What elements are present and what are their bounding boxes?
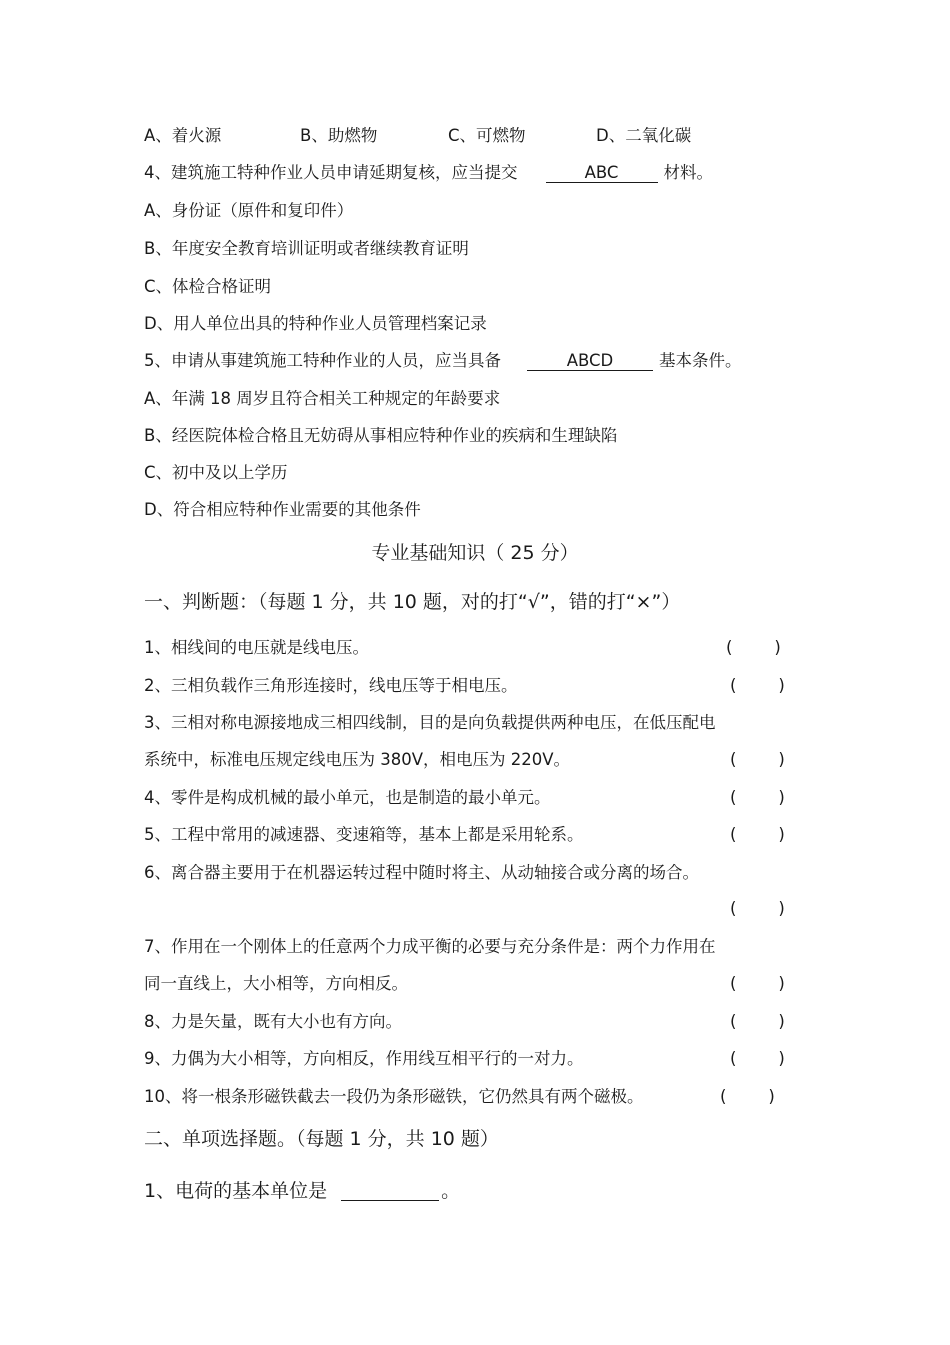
judgment-item-2: 2、三相负载作三角形连接时，线电压等于相电压。 (144, 676, 518, 695)
question-5-suffix: 基本条件。 (659, 351, 742, 370)
question-4-option-a: A、身份证（原件和复印件） (144, 201, 354, 220)
q3-option-d: D、二氧化碳 (596, 126, 692, 145)
judgment-item-4: 4、零件是构成机械的最小单元，也是制造的最小单元。 (144, 788, 551, 807)
judgment-8-answer-paren: ( ) (730, 1012, 785, 1031)
judgment-item-7: 7、作用在一个刚体上的任意两个力成平衡的必要与充分条件是：两个力作用在 (144, 937, 716, 956)
judgment-3-answer-paren: ( ) (730, 750, 785, 769)
judgment-item-9: 9、力偶为大小相等，方向相反，作用线互相平行的一对力。 (144, 1049, 584, 1068)
judgment-item-3-cont: 系统中，标准电压规定线电压为 380V，相电压为 220V。 (144, 750, 571, 769)
judgment-7-answer-paren: ( ) (730, 974, 785, 993)
question-4-option-c: C、体检合格证明 (144, 277, 272, 296)
judgment-10-answer-paren: ( ) (720, 1087, 775, 1106)
choice-question-1-text: 1、电荷的基本单位是 (144, 1180, 328, 1202)
q3-option-c: C、可燃物 (448, 126, 526, 145)
question-4 (144, 162, 713, 184)
q3-option-b: B、助燃物 (300, 126, 378, 145)
judgment-item-10: 10、将一根条形磁铁截去一段仍为条形磁铁，它仍然具有两个磁极。 (144, 1087, 644, 1106)
judgment-6-answer-paren: ( ) (730, 899, 785, 918)
question-5-answer-blank: ABCD (527, 352, 653, 371)
question-4-suffix: 材料。 (663, 163, 713, 182)
question-5-option-a: A、年满 18 周岁且符合相关工种规定的年龄要求 (144, 389, 501, 408)
part-1-heading: 一、判断题：（每题 1 分，共 10 题，对的打“√”，错的打“×”） (144, 591, 681, 613)
question-4-answer-blank: ABC (546, 164, 658, 183)
part-2-heading: 二、单项选择题。（每题 1 分，共 10 题） (144, 1128, 499, 1150)
judgment-2-answer-paren: ( ) (730, 676, 785, 695)
question-5-option-b: B、经医院体检合格且无妨碍从事相应特种作业的疾病和生理缺陷 (144, 426, 618, 445)
question-5-option-d: D、符合相应特种作业需要的其他条件 (144, 500, 421, 519)
judgment-item-5: 5、工程中常用的减速器、变速箱等，基本上都是采用轮系。 (144, 825, 584, 844)
question-5-option-c: C、初中及以上学历 (144, 463, 288, 482)
choice-question-1 (144, 1180, 460, 1202)
question-5-text: 5、申请从事建筑施工特种作业的人员，应当具备 (144, 351, 501, 370)
judgment-item-1: 1、相线间的电压就是线电压。 (144, 638, 369, 657)
choice-question-1-suffix: 。 (441, 1180, 461, 1202)
judgment-4-answer-paren: ( ) (730, 788, 785, 807)
choice-question-1-blank (341, 1182, 439, 1201)
judgment-item-6: 6、离合器主要用于在机器运转过程中随时将主、从动轴接合或分离的场合。 (144, 863, 699, 882)
judgment-5-answer-paren: ( ) (730, 825, 785, 844)
question-5 (144, 350, 742, 372)
section-title: 专业基础知识（ 25 分） (371, 542, 579, 564)
judgment-9-answer-paren: ( ) (730, 1049, 785, 1068)
question-4-option-b: B、年度安全教育培训证明或者继续教育证明 (144, 239, 469, 258)
question-4-option-d: D、用人单位出具的特种作业人员管理档案记录 (144, 314, 487, 333)
judgment-item-7-cont: 同一直线上，大小相等，方向相反。 (144, 974, 408, 993)
judgment-item-8: 8、力是矢量，既有大小也有方向。 (144, 1012, 402, 1031)
question-4-text: 4、建筑施工特种作业人员申请延期复核，应当提交 (144, 163, 518, 182)
judgment-item-3: 3、三相对称电源接地成三相四线制，目的是向负载提供两种电压，在低压配电 (144, 713, 716, 732)
judgment-1-answer-paren: ( ) (726, 638, 781, 657)
q3-option-a: A、着火源 (144, 126, 222, 145)
